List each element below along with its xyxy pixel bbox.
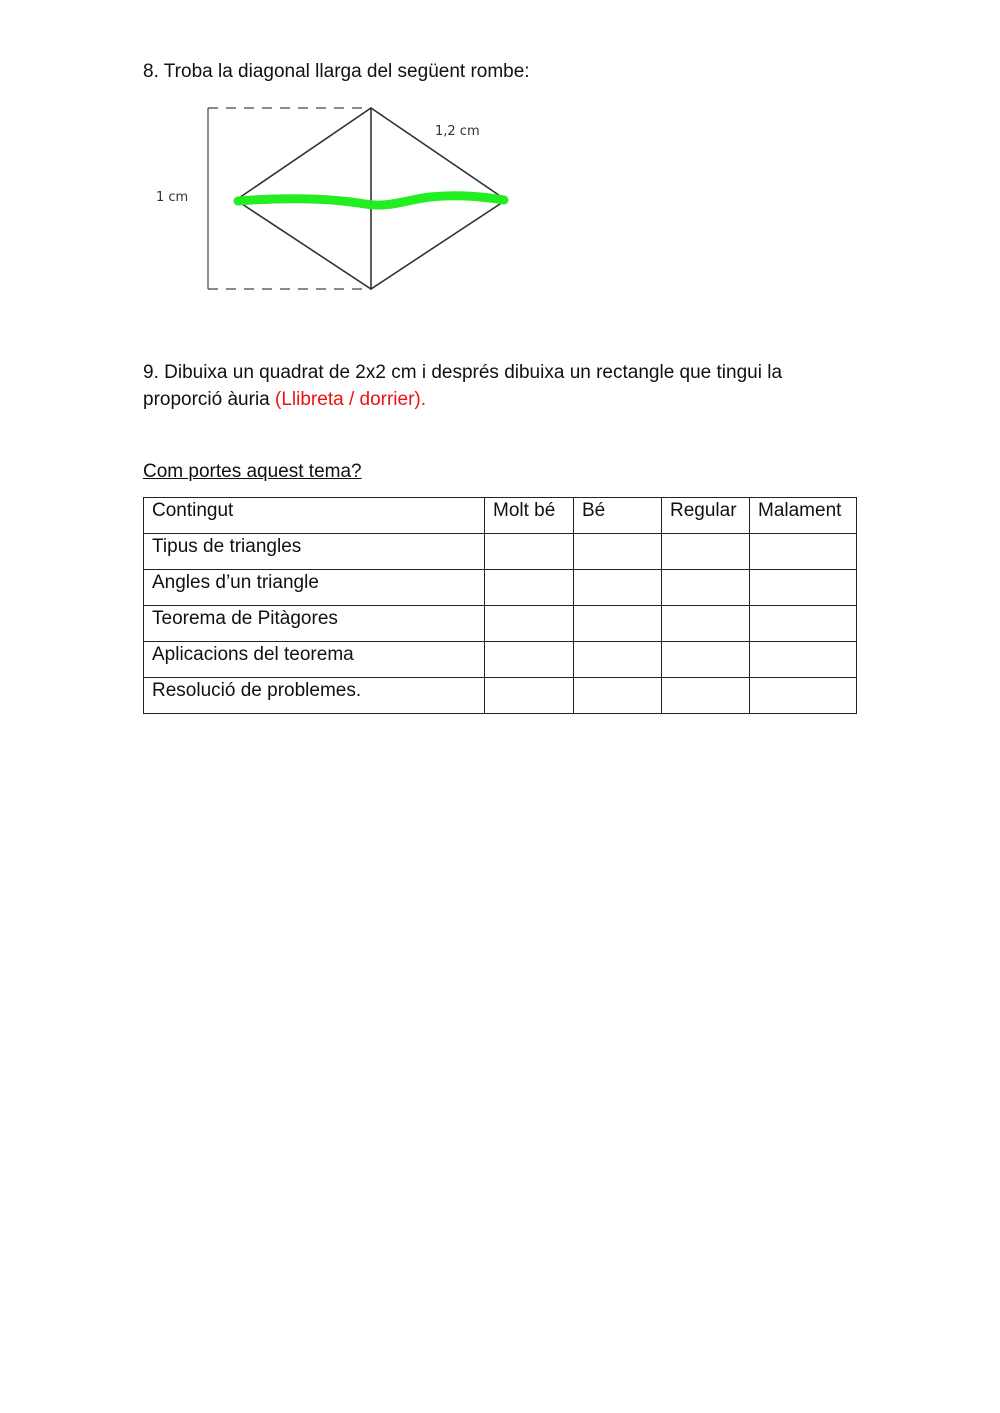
side-length-label: 1,2 cm xyxy=(435,124,480,139)
rating-cell[interactable] xyxy=(574,570,662,606)
row-topic: Teorema de Pitàgores xyxy=(144,606,485,642)
rating-cell[interactable] xyxy=(485,642,574,678)
row-topic: Resolució de problemes. xyxy=(144,678,485,714)
table-row xyxy=(144,606,857,642)
rating-cell[interactable] xyxy=(574,606,662,642)
rating-cell[interactable] xyxy=(485,678,574,714)
self-assessment-table xyxy=(143,497,857,714)
rating-cell[interactable] xyxy=(662,534,750,570)
rating-cell[interactable] xyxy=(485,570,574,606)
question-9 xyxy=(143,359,863,413)
question-9-note: (Llibreta / dorrier). xyxy=(275,389,427,410)
rating-cell[interactable] xyxy=(485,534,574,570)
header-bad: Malament xyxy=(750,498,857,534)
row-topic: Angles d’un triangle xyxy=(144,570,485,606)
header-regular: Regular xyxy=(662,498,750,534)
table-row xyxy=(144,678,857,714)
table-row xyxy=(144,534,857,570)
row-topic: Tipus de triangles xyxy=(144,534,485,570)
row-topic: Aplicacions del teorema xyxy=(144,642,485,678)
rating-cell[interactable] xyxy=(574,534,662,570)
question-8: 8. Troba la diagonal llarga del següent rombe: xyxy=(143,61,530,82)
header-good: Bé xyxy=(574,498,662,534)
table-row xyxy=(144,570,857,606)
table-header-row xyxy=(144,498,857,534)
rating-cell[interactable] xyxy=(574,678,662,714)
table-row xyxy=(144,642,857,678)
rating-cell[interactable] xyxy=(750,534,857,570)
rating-cell[interactable] xyxy=(662,606,750,642)
rating-cell[interactable] xyxy=(485,606,574,642)
header-content: Contingut xyxy=(144,498,485,534)
rating-cell[interactable] xyxy=(750,570,857,606)
rating-cell[interactable] xyxy=(750,678,857,714)
rating-cell[interactable] xyxy=(662,642,750,678)
rhombus-figure xyxy=(140,98,530,298)
height-label: 1 cm xyxy=(156,190,189,205)
rating-cell[interactable] xyxy=(662,570,750,606)
question-9-text: 9. Dibuixa un quadrat de 2x2 cm i després dibuixa un rectangle que tingui la proporció àuria xyxy=(143,362,783,410)
header-very-good: Molt bé xyxy=(485,498,574,534)
rating-cell[interactable] xyxy=(750,642,857,678)
rating-cell[interactable] xyxy=(574,642,662,678)
self-assessment-title: Com portes aquest tema? xyxy=(143,461,362,482)
rating-cell[interactable] xyxy=(750,606,857,642)
rating-cell[interactable] xyxy=(662,678,750,714)
